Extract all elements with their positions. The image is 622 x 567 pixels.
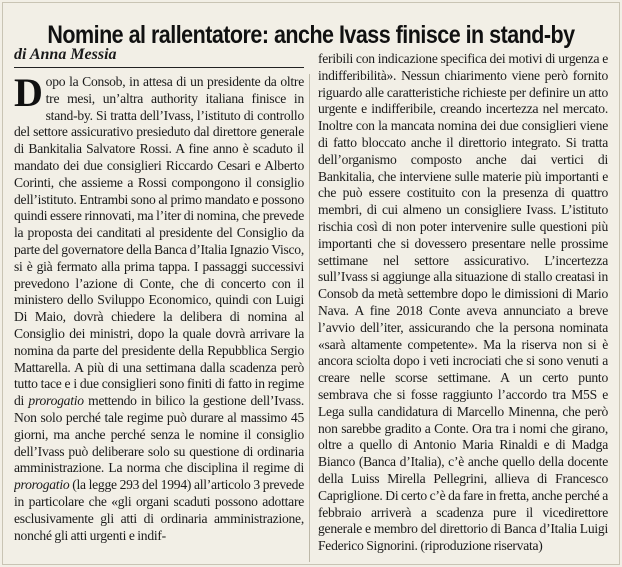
- article-column-right: [318, 51, 608, 564]
- body-text-column-2: feribili con indicazione specifica dei motivi di urgenza e indifferibilità». Nessun chiarimento viene però fornito riguardo alle caratteristiche richieste per definire un atto urgente e indifferibile, creando incertezza nel mercato. Inoltre con la mancata nomina dei due consiglieri viene di fatto bloccato anche il direttorio integrato. Si tratta dell’organismo composto anche dai vertici di Bankitalia, che interviene sulle materie più importanti e che può essere costituito con la presenza di quattro membri, di cui almeno un consigliere Ivass. L’istituto rischia così di non poter intervenire sulle questioni più importanti che si dovessero presentare nelle prossime settimane nel settore assicurativo. L’incertezza sull’Ivass si aggiunge alla situazione di stallo creatasi in Consob da metà settembre dopo le dimissioni di Mario Nava. A fine 2018 Conte aveva annunciato a breve l’avvio dell’iter, assicurando che la persona nominata «sarà altamente competente». Ma la riserva non si è ancora sciolta dopo i veti incrociati che si sono venuti a creare nelle scorse settimane. A un certo punto sembrava che si fosse raggiunto l’accordo tra M5S e Lega sulla candidatura di Marcello Minenna, che però non sarebbe gradito a Conte. Ora tra i nomi che girano, oltre a quello di Antonio Maria Rinaldi e di Madga Bianco (Banca d’Italia), c’è anche quello della docente della Luiss Mirella Pellegrini, allieva di Francesco Capriglione. Di certo c’è da fare in fretta, anche perché a febbraio arriverà a scadenza pure il vicedirettore generale e membro del direttorio di Banca d’Italia Luigi Federico Signorini. (riproduzione riservata): [318, 51, 608, 554]
- column-divider: [309, 74, 310, 562]
- body-text-part-1: opo la Consob, in attesa di un presidente da oltre tre mesi, un’altra authority italiana finisce in stand-by. Si tratta dell’Ivass, l’istituto di controllo del settore assicurativo presieduto dal direttore generale di Bankitalia Salvatore Rossi. A fine anno è scaduto il mandato dei due consiglieri Riccardo Cesari e Alberto Corinti, che assieme a Rossi compongono il consiglio dell’istituto. Entrambi sono al primo mandato e possono quindi essere rinnovati, ma l’iter di nomina, che prevede la proposta dei canditati al presidente del Consiglio da parte del governatore della Banca d’Italia Ignazio Visco, si è già fermato alla prima tappa. I passaggi successivi prevedono l’azione di Conte, che di concerto con il ministero dello Sviluppo Economico, quindi con Luigi Di Maio, dovrà chiedere la delibera di nomina al Consiglio dei ministri, dopo la quale dovrà arrivare la nomina da parte del presidente della Repubblica Sergio Mattarella. A più di una settimana dalla scadenza però tutto tace e i due consiglieri sono finiti di fatto in regime di: [14, 74, 304, 409]
- article-byline: di Anna Messia: [14, 46, 304, 68]
- body-emphasis-2: prorogatio: [14, 477, 70, 493]
- drop-cap: D: [14, 74, 43, 115]
- body-text-part-3: (la legge 293 del 1994) all’articolo 3 prevede in particolare che «gli organi scaduti possono adottare esclusivamente gli atti di ordinaria amministrazione, nonché gli atti urgenti e indif-: [14, 477, 304, 543]
- body-emphasis-1: prorogatio: [28, 393, 84, 409]
- article-column-left: [14, 74, 304, 564]
- article-headline: Nomine al rallentatore: anche Ivass finisce in stand-by: [47, 20, 575, 49]
- body-text-part-2: mettendo in bilico la gestione dell’Ivass. Non solo perché tale regime può durare al massimo 45 giorni, ma anche perché senza le nomine il consiglio dell’Ivass può deliberare solo su questione di ordinaria amministrazione. La norma che disciplina il regime di: [14, 393, 304, 476]
